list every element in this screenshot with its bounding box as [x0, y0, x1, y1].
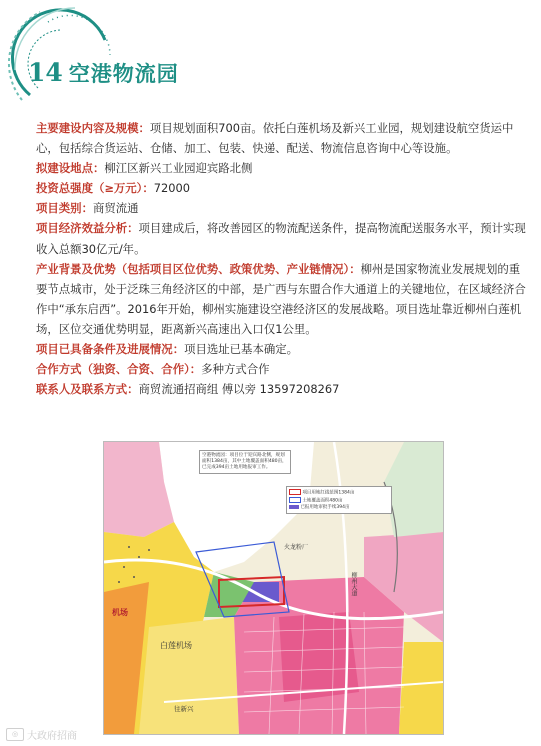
legend-swatch-red	[289, 489, 301, 495]
map-label-factory: 火龙粉厂	[284, 544, 309, 551]
map-label-road-right: 柳州大道	[350, 572, 357, 596]
map-label-road-bottom: 往新兴	[174, 705, 194, 713]
detail-category: 项目类别：商贸流通	[36, 201, 139, 216]
legend-item-boundary: 项目用地红线范围1384亩	[289, 489, 389, 497]
map-label-airport: 白莲机场	[160, 641, 192, 650]
detail-location: 拟建设地点：柳江区新兴工业园迎宾路北侧	[36, 161, 253, 176]
map-label-airport-left: 机场	[112, 608, 128, 617]
project-number: 14	[28, 58, 63, 87]
site-map-graphic	[104, 442, 443, 734]
page-title	[28, 58, 179, 88]
legend-item-approved: 已报用地审批手续394亩	[289, 504, 389, 511]
project-details	[36, 118, 530, 399]
detail-background: 产业背景及优势（包括项目区位优势、政策优势、产业链情况）：柳州是国家物流业发展规划的重要节点城市，处于泛珠三角经济区的中部，是广西与东盟合作大通道上的关键地位，在区域经济合作中“承东启西”。2016年开始，柳州实施建设空港经济区的发展战略。项目选址靠近柳州白莲机场，区位交通优势明显，距离新兴高速出入口仅1公里。	[36, 261, 526, 336]
legend-item-coverage: 土地覆盖面积480亩	[289, 497, 389, 505]
detail-cooperation: 合作方式（独资、合资、合作）：多种方式合作	[36, 362, 270, 377]
detail-benefit: 项目经济效益分析：项目建成后，将改善园区的物流配送条件，提高物流配送服务水平，预计实现收入总额30亿元/年。	[36, 221, 526, 256]
map-legend	[286, 486, 392, 514]
legend-swatch-purple	[289, 505, 299, 509]
detail-contact: 联系人及联系方式：商贸流通招商组 傅以旁 13597208267	[36, 382, 340, 397]
detail-progress: 项目已具备条件及进展情况：项目选址已基本确定。	[36, 342, 299, 357]
site-map	[103, 441, 444, 735]
map-note-box: 空港物流园：项目位于迎宾路北侧，规划面积1384亩，其中土地覆盖面积480亩，已完成394亩土地用地报审工作。	[199, 450, 291, 474]
detail-construction: 主要建设内容及规模：项目规划面积700亩。依托白莲机场及新兴工业园，规划建设航空货运中心，包括综合货运站、仓储、加工、包装、快递、配送、物流信息咨询中心等设施。	[36, 121, 514, 156]
watermark: ◎ 大政府招商	[6, 727, 77, 742]
project-title: 空港物流园	[68, 62, 179, 86]
header-decoration	[0, 0, 120, 110]
legend-swatch-blue	[289, 497, 301, 503]
detail-investment: 投资总强度（≥万元）：72000	[36, 181, 191, 196]
watermark-logo-icon: ◎	[6, 728, 24, 741]
